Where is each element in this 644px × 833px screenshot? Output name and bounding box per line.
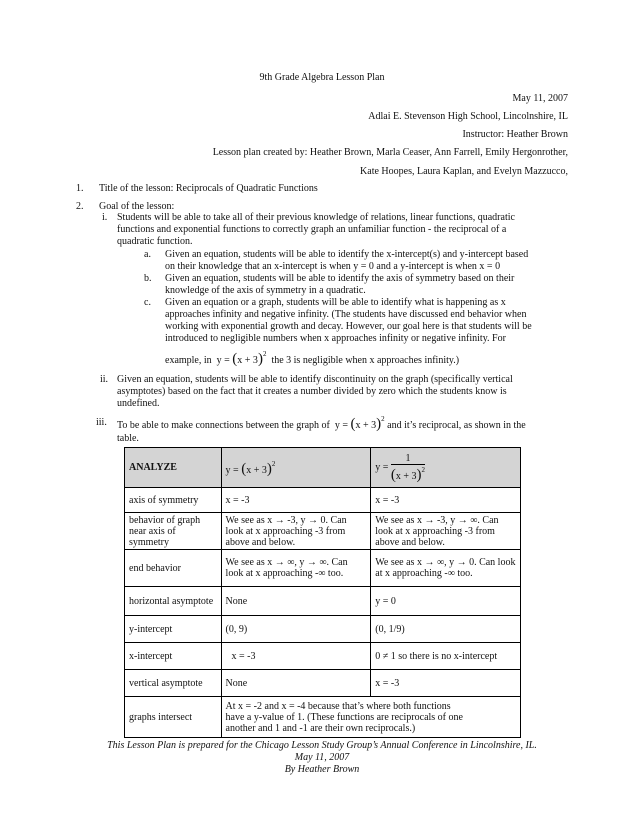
denominator-exponent: 2 [421, 466, 426, 474]
goal-i-number: i. [102, 212, 108, 223]
example-close-paren: ) [257, 351, 263, 367]
footer-date: May 11, 2007 [294, 752, 350, 763]
reciprocal-cell: 0 ≠ 1 so there is no x-intercept [371, 643, 521, 670]
quadratic-cell: x = -3 [221, 643, 371, 670]
reciprocal-fraction [391, 453, 425, 482]
table-header-row [125, 448, 521, 488]
reciprocal-cell: We see as x → ∞, y → 0. Can look at x approaching -∞ too. [371, 550, 521, 587]
quadratic-open-paren: ( [241, 461, 247, 477]
table-row [125, 670, 521, 697]
goal-iii-close-paren: ) [376, 416, 382, 432]
example-y-equals: y = [216, 355, 230, 366]
reciprocal-cell: x = -3 [371, 670, 521, 697]
goal-iii-expression: x + 3 [355, 420, 377, 431]
table-row [125, 616, 521, 643]
quadratic-cell: We see as x → -3, y → 0. Can look at x approaching -3 from above and below. [221, 513, 371, 550]
quadratic-cell: (0, 9) [221, 616, 371, 643]
example-pre-text: example, in [165, 355, 212, 366]
document-title: 9th Grade Algebra Lesson Plan [259, 72, 385, 83]
header-date: May 11, 2007 [512, 93, 568, 104]
lesson-title: Title of the lesson: Reciprocals of Quadratic Functions [99, 183, 318, 194]
row-label: y-intercept [125, 616, 222, 643]
lesson-goal-heading: Goal of the lesson: [99, 201, 175, 212]
reciprocal-header [371, 448, 521, 488]
goal-iii-line [117, 413, 526, 432]
example-exponent: 2 [262, 350, 267, 358]
table-row [125, 643, 521, 670]
denominator-open-paren: ( [390, 467, 396, 483]
table-row [125, 513, 521, 550]
denominator-close-paren: ) [416, 467, 422, 483]
goal-iii-pre-text: To be able to make connections between the graph of [117, 420, 330, 431]
goal-b-text: Given an equation, students will be able to identify the axis of symmetry based on their knowledge of the axis of symmetry in a quadratic. [165, 273, 515, 296]
item-number-2: 2. [76, 201, 84, 212]
reciprocal-cell: x = -3 [371, 488, 521, 513]
goal-c-example [165, 348, 459, 367]
reciprocal-y-equals: y = [375, 461, 389, 473]
header-instructor: Instructor: Heather Brown [462, 129, 568, 140]
quadratic-cell: x = -3 [221, 488, 371, 513]
reciprocal-cell: (0, 1/9) [371, 616, 521, 643]
goal-a-number: a. [144, 249, 151, 260]
goal-c-text: Given an equation or a graph, students will be able to identify what is happening as x approaches infinity and negative infinity. (The students have discussed end behavior when working with exponential growth and decay. However, our goal here is that students will be introduced to negligible numbers when x approaches infinity or negative infinity. For [165, 297, 532, 344]
analyze-header: ANALYZE [125, 448, 222, 488]
row-label: vertical asymptote [125, 670, 222, 697]
table-row [125, 488, 521, 513]
goal-ii-number: ii. [100, 374, 109, 385]
goal-iii-post-text: and it’s reciprocal, as shown in the [387, 420, 526, 431]
table-row [125, 587, 521, 616]
reciprocal-cell: We see as x → -3, y → ∞. Can look at x approaching -3 from above and below. [371, 513, 521, 550]
goal-a-text: Given an equation, students will be able to identify the x-intercept(s) and y-intercept based on their knowledge that an x-intercept is when y = 0 and a y-intercept is when x = 0 [165, 249, 529, 272]
item-number-1: 1. [76, 183, 84, 194]
header-created-by-1: Lesson plan created by: Heather Brown, Marla Ceaser, Ann Farrell, Emily Hergonrother, [212, 147, 568, 158]
table-row [125, 697, 521, 738]
reciprocal-cell: y = 0 [371, 587, 521, 616]
quadratic-expression: x + 3 [246, 465, 267, 476]
header-school: Adlai E. Stevenson High School, Lincolnshire, IL [368, 111, 568, 122]
goal-iii-table-word: table. [117, 433, 139, 444]
example-expression: x + 3 [237, 355, 258, 366]
reciprocal-denominator [391, 465, 425, 482]
intersect-text: At x = -2 and x = -4 because that’s where both functions have a y-value of 1. (These functions are reciprocals of one another and 1 and -1 are their own reciprocals.) [225, 700, 463, 734]
goal-ii-text: Given an equation, students will be able to identify discontinuity on the graph (specifically vertical asymptotes) based on the fact that it creates a number divided by zero which the students know is undefined. [117, 374, 513, 409]
quadratic-header [221, 448, 371, 488]
row-label: behavior of graph near axis of symmetry [125, 513, 222, 550]
row-label: axis of symmetry [125, 488, 222, 513]
quadratic-y-equals: y = [225, 465, 239, 476]
example-open-paren: ( [232, 351, 238, 367]
goal-i-text: Students will be able to take all of their previous knowledge of relations, linear functions, quadratic functions and exponential functions to correctly graph an unfamiliar function - the reciprocal of a quadratic function. [117, 212, 515, 247]
denominator-expression: x + 3 [395, 471, 417, 482]
row-label: end behavior [125, 550, 222, 587]
row-label: x-intercept [125, 643, 222, 670]
example-post-text: the 3 is negligible when x approaches infinity.) [271, 355, 460, 366]
row-label: horizontal asymptote [125, 587, 222, 616]
analysis-table [124, 447, 521, 738]
quadratic-cell: None [221, 670, 371, 697]
reciprocal-numerator: 1 [391, 453, 425, 465]
quadratic-exponent: 2 [271, 460, 276, 468]
quadratic-cell: None [221, 587, 371, 616]
table-row [125, 550, 521, 587]
goal-b-number: b. [144, 273, 152, 284]
row-label: graphs intersect [125, 697, 222, 738]
goal-c-number: c. [144, 297, 151, 308]
goal-iii-open-paren: ( [350, 416, 356, 432]
goal-iii-number: iii. [96, 417, 107, 428]
header-created-by-2: Kate Hoopes, Laura Kaplan, and Evelyn Mazzucco, [360, 166, 568, 177]
footer-author: By Heather Brown [284, 764, 360, 775]
quadratic-close-paren: ) [266, 461, 272, 477]
quadratic-cell: We see as x → ∞, y → ∞. Can look at x approaching -∞ too. [221, 550, 371, 587]
intersect-cell [221, 697, 520, 738]
goal-iii-exponent: 2 [381, 415, 385, 423]
goal-iii-y-equals: y = [334, 420, 348, 431]
footer-conference: This Lesson Plan is prepared for the Chicago Lesson Study Group’s Annual Conference in Lincolnshire, IL. [107, 740, 537, 751]
